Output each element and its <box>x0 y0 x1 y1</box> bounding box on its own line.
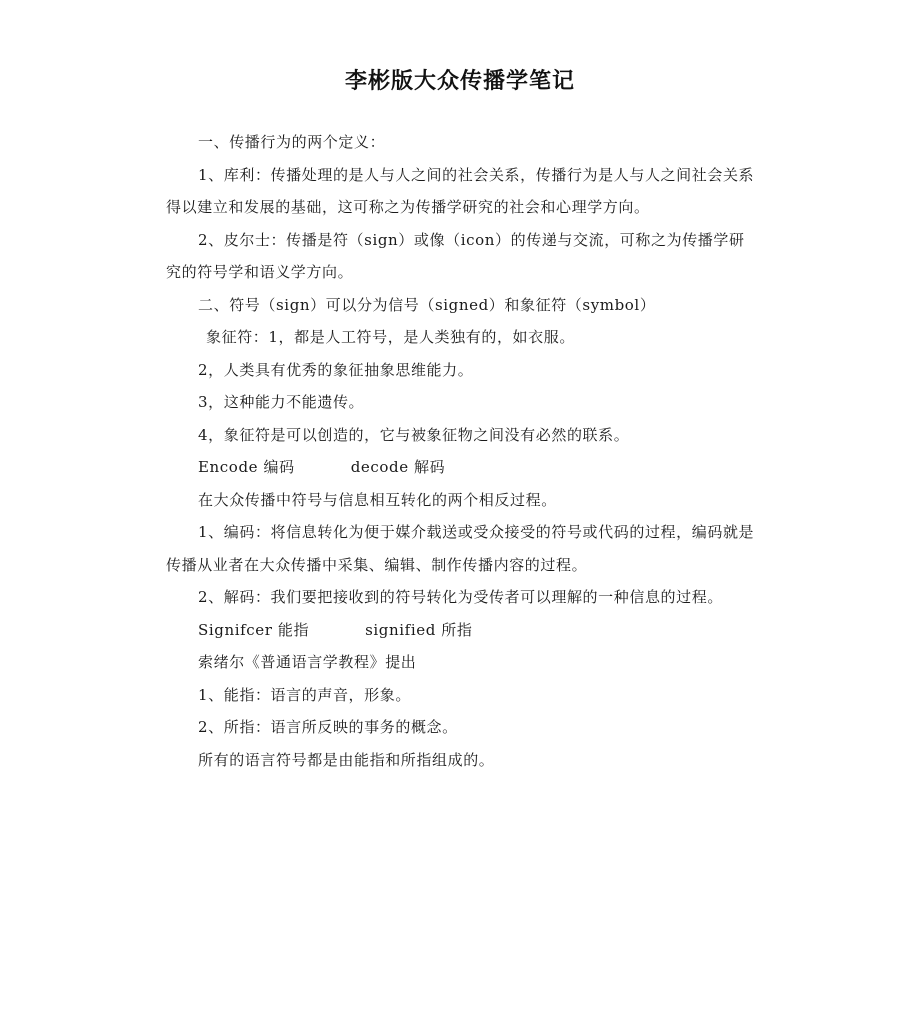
paragraph: 4，象征符是可以创造的，它与被象征物之间没有必然的联系。 <box>198 425 630 444</box>
paragraph: 一、传播行为的两个定义： <box>198 133 386 151</box>
paragraph: 索绪尔《普通语言学教程》提出 <box>198 653 417 671</box>
paragraph: 二、符号（sign）可以分为信号（signed）和象征符（symbol） <box>198 295 656 314</box>
paragraph: 3，这种能力不能遗传。 <box>198 393 365 411</box>
paragraph: 1、能指：语言的声音，形象。 <box>198 685 411 704</box>
encode-term: Encode 编码 <box>198 458 295 476</box>
signifier-signified-line <box>166 614 756 647</box>
page-title: 李彬版大众传播学笔记 <box>344 69 575 94</box>
paragraph: 2、皮尔士：传播是符（sign）或像（icon）的传递与交流，可称之为传播学研究的符号学和语义学方向。 <box>166 230 745 281</box>
paragraph: 所有的语言符号都是由能指和所指组成的。 <box>198 750 495 769</box>
signified-term: signified 所指 <box>365 620 473 639</box>
paragraph: 2、所指：语言所反映的事务的概念。 <box>198 718 458 736</box>
decode-term: decode 解码 <box>350 458 446 476</box>
document-body <box>166 126 756 776</box>
paragraph: 2，人类具有优秀的象征抽象思维能力。 <box>198 360 474 379</box>
paragraph: 1、编码：将信息转化为便于媒介载送或受众接受的符号或代码的过程，编码就是传播从业者在大众传播中采集、编辑、制作传播内容的过程。 <box>166 523 755 574</box>
paragraph: 2、解码：我们要把接收到的符号转化为受传者可以理解的一种信息的过程。 <box>198 588 723 606</box>
paragraph: 1、库利：传播处理的是人与人之间的社会关系，传播行为是人与人之间社会关系得以建立和发展的基础，这可称之为传播学研究的社会和心理学方向。 <box>166 165 755 216</box>
paragraph: 在大众传播中符号与信息相互转化的两个相反过程。 <box>198 490 557 509</box>
encode-decode-line <box>166 451 756 484</box>
signifier-term: Signifcer 能指 <box>198 620 310 639</box>
paragraph: 象征符：1，都是人工符号，是人类独有的，如衣服。 <box>206 328 575 346</box>
